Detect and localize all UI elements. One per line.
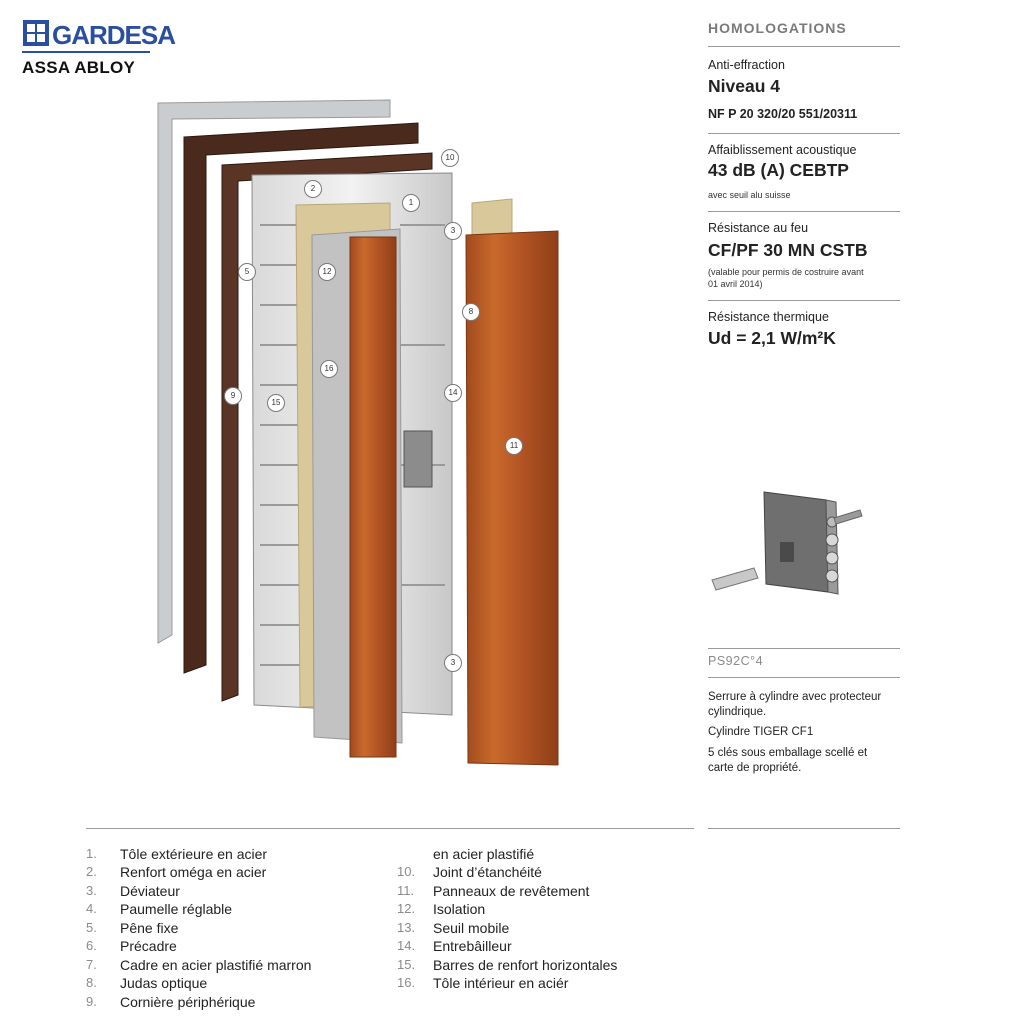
callout-14: 14: [444, 384, 462, 402]
legend-number: 12.: [397, 901, 416, 916]
divider: [708, 677, 900, 678]
lock-keys-2: carte de propriété.: [708, 762, 802, 774]
door-exploded-diagram: [140, 95, 580, 775]
anti-effraction-value: Niveau 4: [708, 76, 780, 96]
lock-cylinder: Cylindre TIGER CF1: [708, 726, 814, 738]
homologations-title: HOMOLOGATIONS: [708, 20, 847, 36]
lock-illustration: [708, 480, 878, 615]
legend-item: Déviateur: [120, 883, 180, 899]
legend-number: 8.: [86, 975, 97, 990]
divider: [708, 46, 900, 47]
lock-desc-1: Serrure à cylindre avec protecteur: [708, 691, 882, 703]
legend-item: Renfort oméga en acier: [120, 864, 267, 880]
legend-divider: [86, 828, 694, 829]
legend-number: 9.: [86, 994, 97, 1009]
thermal-value: Ud = 2,1 W/m²K: [708, 328, 836, 348]
legend-number: 10.: [397, 864, 416, 879]
callout-2: 2: [304, 180, 322, 198]
legend-item: Tôle intérieur en aciér: [433, 975, 569, 991]
fire-label: Résistance au feu: [708, 221, 809, 235]
callout-8: 8: [462, 303, 480, 321]
acoustic-value: 43 dB (A) CEBTP: [708, 160, 849, 180]
callout-9: 9: [224, 387, 242, 405]
legend-item: Seuil mobile: [433, 920, 510, 936]
legend-item: Paumelle réglable: [120, 901, 233, 917]
callout-3-bottom: 3: [444, 654, 462, 672]
legend-number: 15.: [397, 957, 416, 972]
callout-3-top: 3: [444, 222, 462, 240]
wood-strip: [350, 237, 396, 757]
legend-number: 16.: [397, 975, 416, 990]
callout-12: 12: [318, 263, 336, 281]
legend-number: 7.: [86, 957, 97, 972]
anti-effraction-standard: NF P 20 320/20 551/20311: [708, 107, 858, 121]
anti-effraction-label: Anti-effraction: [708, 58, 785, 72]
legend-number: 13.: [397, 920, 416, 935]
legend-item: Panneaux de revêtement: [433, 883, 590, 899]
legend-item: Barres de renfort horizontales: [433, 957, 618, 973]
gardesa-logo: [22, 16, 176, 54]
callout-11: 11: [505, 437, 523, 455]
callout-10: 10: [441, 149, 459, 167]
legend-number: 11.: [397, 883, 415, 898]
legend-item: Entrebâilleur: [433, 938, 512, 954]
fire-note-1: (valable pour permis de costruire avant: [708, 267, 864, 277]
acoustic-label: Affaiblissement acoustique: [708, 143, 857, 157]
legend-number: 5.: [86, 920, 97, 935]
legend-item: Joint d’étanchéité: [433, 864, 542, 880]
lock-body: [404, 431, 432, 487]
callout-1: 1: [402, 194, 420, 212]
legend-item: Isolation: [433, 901, 486, 917]
divider: [708, 211, 900, 212]
fire-note-2: 01 avril 2014): [708, 279, 763, 289]
legend-item: Tôle extérieure en acier: [120, 846, 268, 862]
divider: [708, 648, 900, 649]
assa-abloy-logo: ASSA ABLOY: [22, 58, 136, 77]
callout-15: 15: [267, 394, 285, 412]
legend-item-continuation: en acier plastifié: [433, 846, 535, 862]
legend-number: 2.: [86, 864, 97, 879]
legend-item: Précadre: [120, 938, 177, 954]
acoustic-note: avec seuil alu suisse: [708, 190, 791, 200]
legend-item: Cadre en acier plastifié marron: [120, 957, 312, 973]
lock-reference: PS92C°4: [708, 654, 764, 668]
thermal-label: Résistance thermique: [708, 310, 829, 324]
legend-number: 6.: [86, 938, 97, 953]
svg-text:GARDESA: GARDESA: [52, 20, 176, 50]
fire-value: CF/PF 30 MN CSTB: [708, 240, 868, 260]
callout-5: 5: [238, 263, 256, 281]
legend-number: 1.: [86, 846, 97, 861]
callout-16: 16: [320, 360, 338, 378]
divider: [708, 133, 900, 134]
legend-number: 4.: [86, 901, 97, 916]
legend-item: Pêne fixe: [120, 920, 179, 936]
divider: [708, 300, 900, 301]
legend-divider-right: [708, 828, 900, 829]
legend-item: Cornière périphérique: [120, 994, 256, 1010]
lock-desc-2: cylindrique.: [708, 706, 767, 718]
legend-number: 14.: [397, 938, 416, 953]
legend-number: 3.: [86, 883, 97, 898]
legend-item: Judas optique: [120, 975, 208, 991]
lock-keys-1: 5 clés sous emballage scellé et: [708, 747, 868, 759]
